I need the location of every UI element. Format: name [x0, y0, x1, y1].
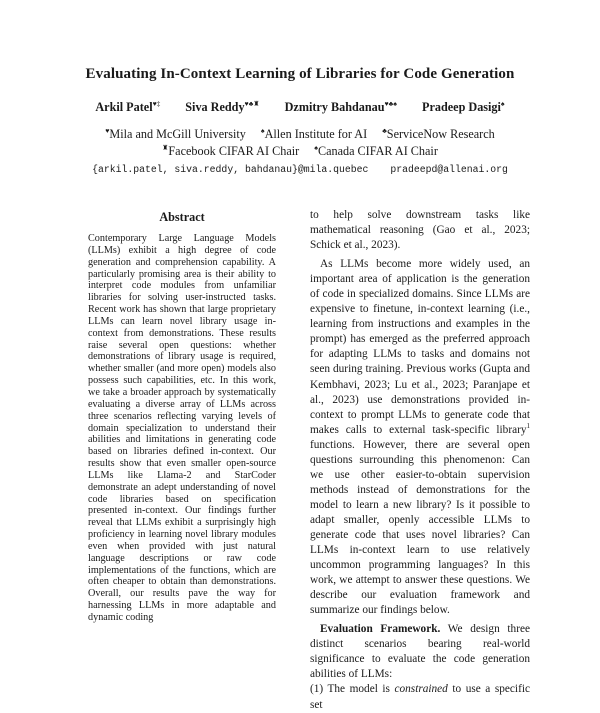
affiliation: ♠Canada CIFAR AI Chair [314, 144, 438, 159]
intro-column [310, 208, 530, 713]
scenario-item-1: (1) The model is constrained to use a specific set [310, 683, 530, 711]
email-mila: {arkil.patel, siva.reddy, bahdanau}@mila.quebec [92, 164, 369, 175]
email-allenai: pradeepd@allenai.org [390, 164, 508, 175]
author: Dzmitry Bahdanau♥♣♠ [284, 100, 397, 115]
intro-paragraph-2: As LLMs become more widely used, an important area of application is the generation of code in specialized domains. Since LLMs are expensive to finetune, in-context learning (i.e., learning from instructions and examples in the prompt) has emerged as the preferred approach for adapting LLMs to tasks and domains not seen during training. Previous works (Gupta and Kembhavi, 2023; Lu et al., 2023; Paranjape et al., 2023) use demonstrations provided in-context to prompt LLMs to generate code that makes calls to external task-specific library$^1$ functions. However, there are several open questions surrounding this phenomenon: Can we use other easier-to-obtain supervision methods instead of demonstrations for the model to learn a new library? Is it possible to adapt smaller, openly accessible LLMs to generate code that uses novel libraries? Can LLMs in-context learn to use relatively uncommon programming languages? In this work, we attempt to answer these questions. We describe our evaluation framework and summarize our findings below. [310, 258, 530, 617]
affiliations-line-1 [0, 127, 600, 142]
author-list [0, 100, 600, 115]
affiliation: ♜Facebook CIFAR AI Chair [162, 144, 300, 159]
abstract-text: Contemporary Large Language Models (LLMs) exhibit a high degree of code generation and comprehension capability. A particularly promising area is their ability to interpret code modules from unfamiliar libraries for solving user-instructed tasks. Recent work has shown that large proprietary LLMs can learn novel library usage in-context from demonstrations. These results raise several open questions: whether demonstrations of library usage is required, whether smaller (and more open) models also possess such capabilities, etc. In this work, we take a broader approach by systematically evaluating a diverse array of LLMs across three scenarios reflecting varying levels of domain specialization to understand their abilities and limitations in generating code based on libraries defined in-context. Our results show that even smaller open-source LLMs like Llama-2 and StarCoder demonstrate an adept understanding of novel code libraries based on specification presented in-context. Our findings further reveal that LLMs exhibit a surprisingly high proficiency in learning novel library modules even when provided with just natural language descriptions or raw code implementations of the functions, which are often cheaper to obtain than demonstrations. Overall, our results pave the way for harnessing LLMs in more adaptable and dynamic coding [88, 233, 276, 623]
affiliation: ♥Mila and McGill University [105, 127, 246, 142]
author: Pradeep Dasigi♠ [422, 100, 505, 115]
evaluation-framework-heading: Evaluation Framework. [320, 623, 441, 636]
affiliation: ♣ServiceNow Research [382, 127, 495, 142]
footnote-marker: 1 [526, 421, 530, 430]
intro-paragraph-1: to help solve downstream tasks like mathematical reasoning (Gao et al., 2023; Schick et al., 2023). [310, 209, 530, 252]
author: Arkil Patel♥‡ [95, 100, 161, 115]
affiliations-line-2 [0, 144, 600, 159]
abstract-heading: Abstract [159, 210, 205, 224]
affiliation: ♠Allen Institute for AI [260, 127, 368, 142]
author: Siva Reddy♥♣♜ [185, 100, 260, 115]
paper-title: Evaluating In-Context Learning of Libraries for Code Generation [85, 66, 515, 82]
intro-paragraph-3: Evaluation Framework. We design three distinct scenarios bearing real-world significance to evaluate the code generation abilities of LLMs: [310, 623, 530, 681]
author-emails [0, 164, 600, 175]
